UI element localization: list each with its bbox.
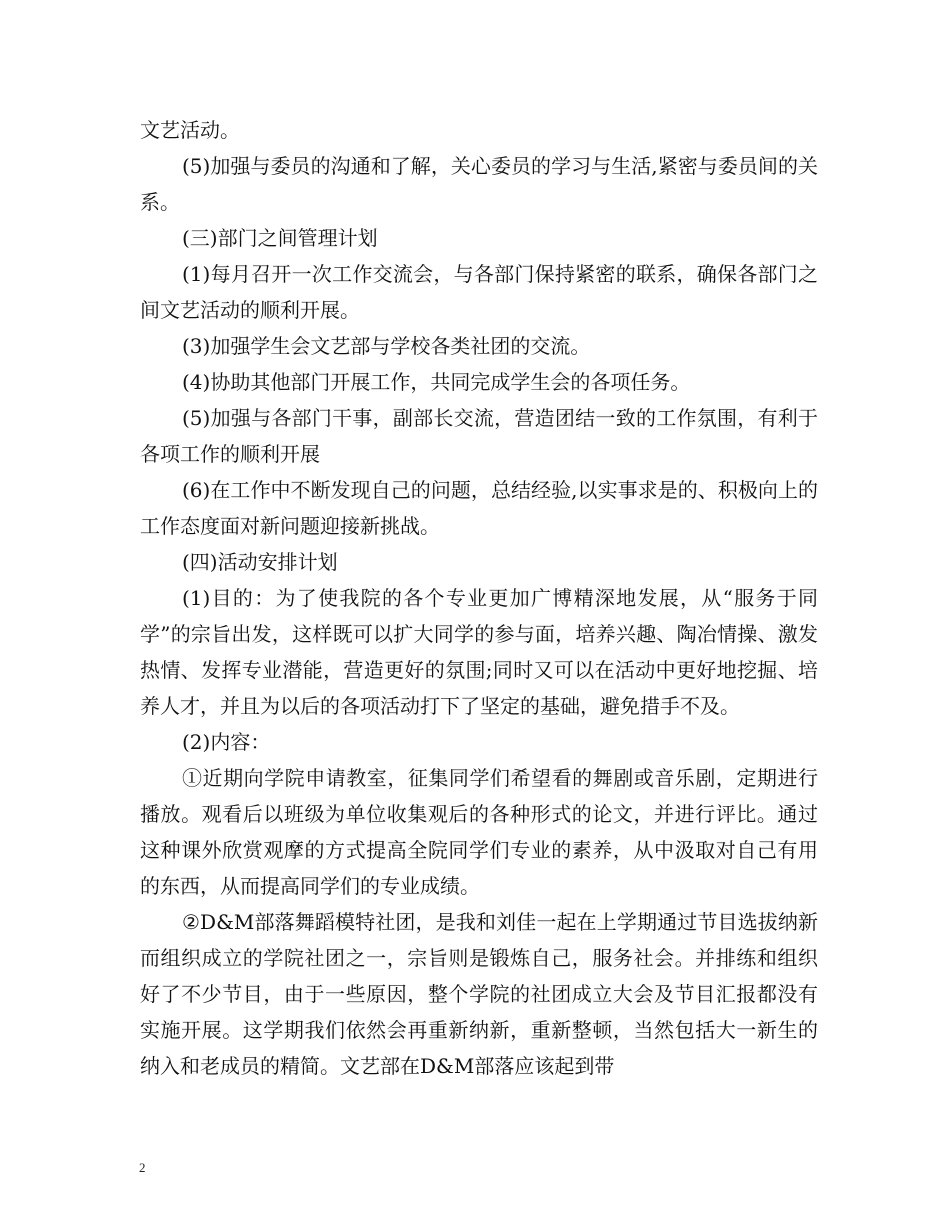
paragraph-13: ②D&M部落舞蹈模特社团，是我和刘佳一起在上学期通过节目选拔纳新而组织成立的学院社团之一，宗旨则是锻炼自己，服务社会。并排练和组织好了不少节目，由于一些原因，整个学院的社团成立大会及节目汇报都没有实施开展。这学期我们依然会再重新纳新，重新整顿，当然包括大一新生的纳入和老成员的精简。文艺部在D&M部落应该起到带 [140, 910, 818, 1078]
paragraph-7: (5)加强与各部门干事，副部长交流，营造团结一致的工作氛围，有利于各项工作的顺利开展 [140, 406, 818, 466]
paragraph-8: (6)在工作中不断发现自己的问题，总结经验,以实事求是的、积极向上的工作态度面对新问题迎接新挑战。 [140, 478, 818, 538]
paragraph-11: (2)内容： [182, 730, 271, 754]
document-body [140, 112, 818, 1084]
section-heading-4: (四)活动安排计划 [182, 550, 338, 574]
section-heading-3: (三)部门之间管理计划 [182, 226, 378, 250]
page-number: 2 [139, 1160, 146, 1175]
paragraph-12: ①近期向学院申请教室，征集同学们希望看的舞剧或音乐剧，定期进行播放。观看后以班级为单位收集观后的各种形式的论文，并进行评比。通过这种课外欣赏观摩的方式提高全院同学们专业的素养，从中汲取对自己有用的东西，从而提高同学们的专业成绩。 [140, 766, 818, 898]
paragraph-10: (1)目的：为了使我院的各个专业更加广博精深地发展，从“服务于同学”的宗旨出发，这样既可以扩大同学的参与面，培养兴趣、陶冶情操、激发热情、发挥专业潜能，营造更好的氛围;同时又可以在活动中更好地挖掘、培养人才，并且为以后的各项活动打下了坚定的基础，避免措手不及。 [140, 586, 818, 718]
paragraph-2: (5)加强与委员的沟通和了解，关心委员的学习与生活,紧密与委员间的关系。 [140, 154, 818, 214]
paragraph-1: 文艺活动。 [140, 118, 240, 142]
paragraph-6: (4)协助其他部门开展工作，共同完成学生会的各项任务。 [182, 370, 691, 394]
paragraph-4: (1)每月召开一次工作交流会，与各部门保持紧密的联系，确保各部门之间文艺活动的顺利开展。 [140, 262, 818, 322]
paragraph-5: (3)加强学生会文艺部与学校各类社团的交流。 [182, 334, 591, 358]
